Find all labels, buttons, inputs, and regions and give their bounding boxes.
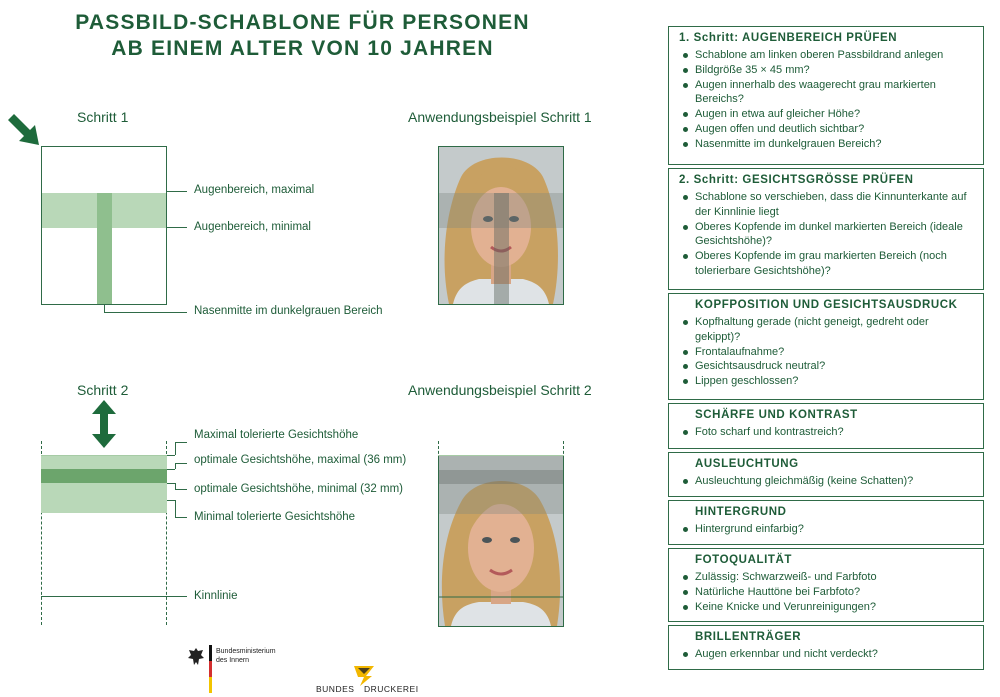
checklist-panel-head-position [668, 293, 984, 400]
list-item: Augen offen und deutlich sichtbar? [679, 122, 975, 137]
logo-bundes-text: BUNDES [316, 684, 355, 694]
checklist-panel-lighting [668, 452, 984, 497]
label-opt-min: optimale Gesichtshöhe, minimal (32 mm) [194, 483, 403, 495]
checklist-panel-sharpness [668, 403, 984, 449]
eagle-icon [187, 647, 205, 667]
label-opt-max: optimale Gesichtshöhe, maximal (36 mm) [194, 454, 407, 466]
title-line-1: PASSBILD-SCHABLONE FÜR PERSONEN [75, 11, 530, 34]
label-eye-min: Augenbereich, minimal [194, 221, 311, 233]
ministry-logo [187, 645, 297, 695]
panel-title: AUSLEUCHTUNG [695, 458, 799, 470]
list-item: Lippen geschlossen? [679, 374, 975, 389]
bundesdruckerei-mark-icon [352, 664, 376, 686]
panel-title: KOPFPOSITION UND GESICHTSAUSDRUCK [695, 299, 958, 311]
example-photo-1 [438, 146, 564, 305]
label-eye-max: Augenbereich, maximal [194, 184, 315, 196]
nose-area-band [97, 193, 112, 304]
step2-heading: Schritt 2 [77, 382, 129, 398]
label-min-tolerated: Minimal tolerierte Gesichtshöhe [194, 511, 356, 523]
list-item: Schablone am linken oberen Passbildrand anlegen [679, 48, 975, 63]
list-item: Oberes Kopfende im dunkel markierten Bereich (ideale Gesichtshöhe)? [679, 220, 975, 250]
panel-title: SCHÄRFE UND KONTRAST [695, 409, 858, 421]
tolerated-height-band [41, 455, 167, 513]
list-item: Natürliche Hauttöne bei Farbfoto? [679, 585, 975, 600]
list-item: Augen in etwa auf gleicher Höhe? [679, 107, 975, 122]
step2-example-heading: Anwendungsbeispiel Schritt 2 [408, 382, 592, 398]
panel-title: HINTERGRUND [695, 506, 787, 518]
step1-example-heading: Anwendungsbeispiel Schritt 1 [408, 109, 592, 125]
step2-template [41, 441, 167, 625]
list-item: Hintergrund einfarbig? [679, 522, 975, 537]
list-item: Frontalaufnahme? [679, 345, 975, 360]
label-chin: Kinnlinie [194, 590, 238, 602]
panel-title: 2. Schritt: GESICHTSGRÖSSE PRÜFEN [679, 174, 914, 186]
list-item: Ausleuchtung gleichmäßig (keine Schatten)? [679, 474, 975, 489]
list-item: Keine Knicke und Verunreinigungen? [679, 600, 975, 615]
panel-title: 1. Schritt: AUGENBEREICH PRÜFEN [679, 32, 898, 44]
list-item: Zulässig: Schwarzweiß- und Farbfoto [679, 570, 975, 585]
list-item: Foto scharf und kontrastreich? [679, 425, 975, 440]
label-nose: Nasenmitte im dunkelgrauen Bereich [194, 305, 383, 317]
list-item: Nasenmitte im dunkelgrauen Bereich? [679, 137, 975, 152]
example-photo-2 [438, 441, 564, 627]
title-line-2: AB EINEM ALTER VON 10 JAHREN [111, 37, 494, 60]
list-item: Schablone so verschieben, dass die Kinnunterkante auf der Kinnlinie liegt [679, 190, 975, 220]
page-title [40, 10, 565, 62]
panel-title: FOTOQUALITÄT [695, 554, 793, 566]
list-item: Augen innerhalb des waagerecht grau markierten Bereichs? [679, 78, 975, 108]
optimal-height-band [41, 469, 167, 483]
checklist-panel-background [668, 500, 984, 545]
chin-line [41, 596, 167, 597]
ministry-name-line-2: des Innern [216, 657, 250, 664]
diagonal-arrow-icon [6, 112, 46, 148]
list-item: Augen erkennbar und nicht verdeckt? [679, 647, 975, 662]
list-item: Bildgröße 35 × 45 mm? [679, 63, 975, 78]
bundesdruckerei-logo [316, 664, 428, 696]
ministry-name-line-1: Bundesministerium [216, 648, 276, 655]
list-item: Kopfhaltung gerade (nicht geneigt, gedreht oder gekippt)? [679, 315, 975, 345]
logo-druckerei-text: DRUCKEREI [364, 684, 419, 694]
step1-heading: Schritt 1 [77, 109, 129, 125]
panel-title: BRILLENTRÄGER [695, 631, 802, 643]
checklist-panel-photo-quality [668, 548, 984, 622]
list-item: Gesichtsausdruck neutral? [679, 359, 975, 374]
checklist-panel-step1 [668, 26, 984, 165]
label-max-tolerated: Maximal tolerierte Gesichtshöhe [194, 429, 359, 441]
checklist-panel-glasses [668, 625, 984, 670]
list-item: Oberes Kopfende im grau markierten Bereich (noch tolerierbare Gesichtshöhe)? [679, 249, 975, 279]
step1-template [41, 146, 167, 305]
checklist-panel-step2 [668, 168, 984, 290]
